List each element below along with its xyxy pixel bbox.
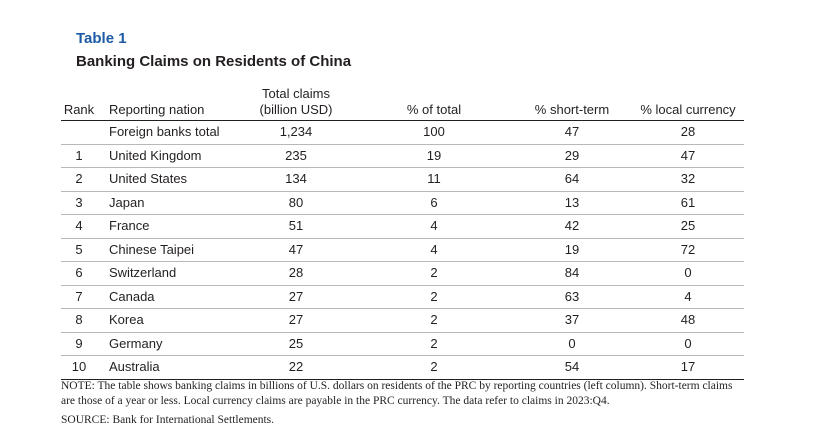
header-total-line1: Total claims [262, 86, 330, 101]
header-short-term: % short-term [534, 102, 610, 117]
cell-total-claims: 28 [288, 265, 304, 280]
cell-short-term: 0 [568, 335, 576, 351]
cell-pct-total: 4 [430, 218, 438, 233]
cell-local-currency: 25 [680, 218, 696, 233]
header-total-line2: (billion USD) [259, 102, 333, 117]
cell-nation: France [109, 218, 150, 233]
table-body [61, 121, 744, 380]
table-row [61, 356, 744, 380]
cell-total-claims: 47 [288, 241, 304, 257]
table-row [61, 286, 744, 310]
cell-rank: 3 [75, 194, 83, 210]
cell-total-claims: 235 [285, 147, 307, 163]
cell-short-term: 84 [564, 265, 580, 280]
cell-short-term: 19 [564, 241, 580, 257]
cell-nation: Australia [109, 359, 160, 374]
cell-short-term: 13 [564, 194, 580, 210]
cell-total-claims: 80 [288, 194, 304, 210]
header-total-claims [251, 86, 341, 118]
cell-pct-total: 2 [430, 265, 438, 280]
cell-local-currency: 4 [684, 288, 692, 304]
cell-rank: 10 [71, 359, 87, 374]
cell-total-claims: 134 [285, 171, 307, 186]
cell-local-currency: 0 [684, 335, 692, 351]
cell-local-currency: 17 [680, 359, 696, 374]
cell-rank: 5 [75, 241, 83, 257]
cell-rank: 1 [75, 147, 83, 163]
cell-nation: Foreign banks total [109, 124, 220, 139]
cell-short-term: 37 [564, 312, 580, 327]
cell-short-term: 63 [564, 288, 580, 304]
cell-rank: 6 [75, 265, 83, 280]
cell-nation: United States [109, 171, 188, 186]
cell-nation: United Kingdom [109, 147, 202, 163]
table-row [61, 262, 744, 286]
cell-nation: Japan [109, 194, 145, 210]
header-local-currency: % local currency [640, 102, 736, 117]
cell-local-currency: 48 [680, 312, 696, 327]
cell-nation: Chinese Taipei [109, 241, 195, 257]
cell-short-term: 42 [564, 218, 580, 233]
cell-local-currency: 61 [680, 194, 696, 210]
cell-local-currency: 0 [684, 265, 692, 280]
cell-nation: Switzerland [109, 265, 177, 280]
cell-short-term: 29 [564, 147, 580, 163]
cell-pct-total: 2 [430, 312, 438, 327]
cell-pct-total: 2 [430, 335, 438, 351]
cell-pct-total: 4 [430, 241, 438, 257]
cell-short-term: 47 [564, 124, 580, 139]
cell-nation: Germany [109, 335, 163, 351]
cell-local-currency: 72 [680, 241, 696, 257]
table-row [61, 239, 744, 263]
table-row [61, 192, 744, 216]
table-row [61, 121, 744, 145]
table-source: SOURCE: Bank for International Settlements. [61, 414, 275, 426]
cell-total-claims: 25 [288, 335, 304, 351]
cell-rank: 8 [75, 312, 83, 327]
cell-short-term: 64 [564, 171, 580, 186]
table-row [61, 309, 744, 333]
cell-short-term: 54 [564, 359, 580, 374]
header-rank: Rank [63, 102, 95, 117]
table-label: Table 1 [76, 30, 127, 47]
cell-pct-total: 100 [423, 124, 445, 139]
cell-pct-total: 2 [430, 288, 438, 304]
cell-pct-total: 19 [426, 147, 442, 163]
claims-table [61, 84, 744, 380]
cell-total-claims: 1,234 [279, 124, 313, 139]
header-pct-total: % of total [406, 102, 462, 117]
cell-pct-total: 11 [427, 171, 441, 186]
cell-total-claims: 27 [288, 312, 304, 327]
table-row [61, 145, 744, 169]
cell-rank: 7 [75, 288, 83, 304]
cell-pct-total: 6 [430, 194, 438, 210]
table-title: Banking Claims on Residents of China [76, 53, 352, 70]
cell-pct-total: 2 [430, 359, 438, 374]
header-nation: Reporting nation [109, 102, 205, 117]
cell-rank: 2 [75, 171, 83, 186]
table-row [61, 215, 744, 239]
cell-total-claims: 22 [288, 359, 304, 374]
cell-nation: Korea [109, 312, 144, 327]
cell-local-currency: 28 [680, 124, 696, 139]
table-header [61, 84, 744, 121]
cell-total-claims: 51 [288, 218, 304, 233]
cell-total-claims: 27 [288, 288, 304, 304]
cell-nation: Canada [109, 288, 155, 304]
table-row [61, 168, 744, 192]
cell-local-currency: 47 [680, 147, 696, 163]
table-note: NOTE: The table shows banking claims in billions of U.S. dollars on residents of the PRC by reporting countries (left column). Short-term claims are those of a year or less. Local currency claims are payable in the PRC currency. The data refer to claims in 2023:Q4. [61, 380, 733, 407]
table-row [61, 333, 744, 357]
cell-local-currency: 32 [680, 171, 696, 186]
cell-rank: 9 [75, 335, 83, 351]
cell-rank: 4 [75, 218, 83, 233]
